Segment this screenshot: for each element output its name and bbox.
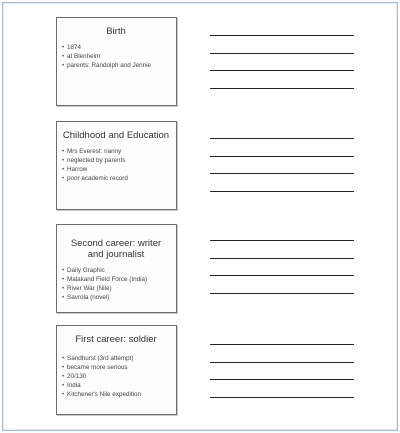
slide-bullet: • Daily Graphic xyxy=(62,266,170,275)
slide-bullet: • 1874 xyxy=(62,43,170,52)
note-line xyxy=(210,53,354,54)
slide-bullet: • India xyxy=(62,381,170,390)
slide-title: Childhood and Education xyxy=(62,130,170,141)
note-lines xyxy=(210,344,354,414)
note-line xyxy=(210,344,354,345)
note-line xyxy=(210,293,354,294)
note-line xyxy=(210,362,354,363)
note-line xyxy=(210,258,354,259)
slide-bullet: • Savrola (novel) xyxy=(62,293,170,302)
note-lines xyxy=(210,138,354,208)
slide-bullet: • Sandhurst (3rd attempt) xyxy=(62,354,170,363)
note-line xyxy=(210,138,354,139)
slide-bullet-list xyxy=(62,354,170,399)
slide-bullet-list xyxy=(62,147,170,183)
slide-bullet: • Kitchener's Nile expedition xyxy=(62,390,170,399)
note-line xyxy=(210,191,354,192)
slide-title: Second career: writer and journalist xyxy=(70,238,162,260)
slide-bullet: • parents: Randolph and Jennie xyxy=(62,61,170,70)
slide-thumbnail xyxy=(56,325,177,415)
slide-title: First career: soldier xyxy=(75,334,157,345)
slide-bullet: • Mrs Everest: nanny xyxy=(62,147,170,156)
slide-bullet: • River War (Nile) xyxy=(62,284,170,293)
slide-bullet: • poor academic record xyxy=(62,174,170,183)
slide-bullet: • at Blenheim xyxy=(62,52,170,61)
note-lines xyxy=(210,240,354,310)
note-line xyxy=(210,70,354,71)
slide-thumbnail xyxy=(56,224,177,313)
slide-bullet: • 20/130 xyxy=(62,372,170,381)
note-line xyxy=(210,379,354,380)
note-line xyxy=(210,397,354,398)
slide-bullet: • neglected by parents xyxy=(62,156,170,165)
slide-bullet-list xyxy=(62,43,170,70)
note-lines xyxy=(210,35,354,105)
note-line xyxy=(210,173,354,174)
slide-title: Birth xyxy=(106,26,126,37)
note-line xyxy=(210,156,354,157)
slide-bullet-list xyxy=(62,266,170,302)
slide-bullet: • Malakand Field Force (India) xyxy=(62,275,170,284)
slide-bullet: • became more serious xyxy=(62,363,170,372)
slide-bullet: • Harrow xyxy=(62,165,170,174)
note-line xyxy=(210,35,354,36)
slide-thumbnail xyxy=(56,121,177,210)
note-line xyxy=(210,275,354,276)
slide-thumbnail xyxy=(56,17,177,106)
note-line xyxy=(210,240,354,241)
note-line xyxy=(210,88,354,89)
